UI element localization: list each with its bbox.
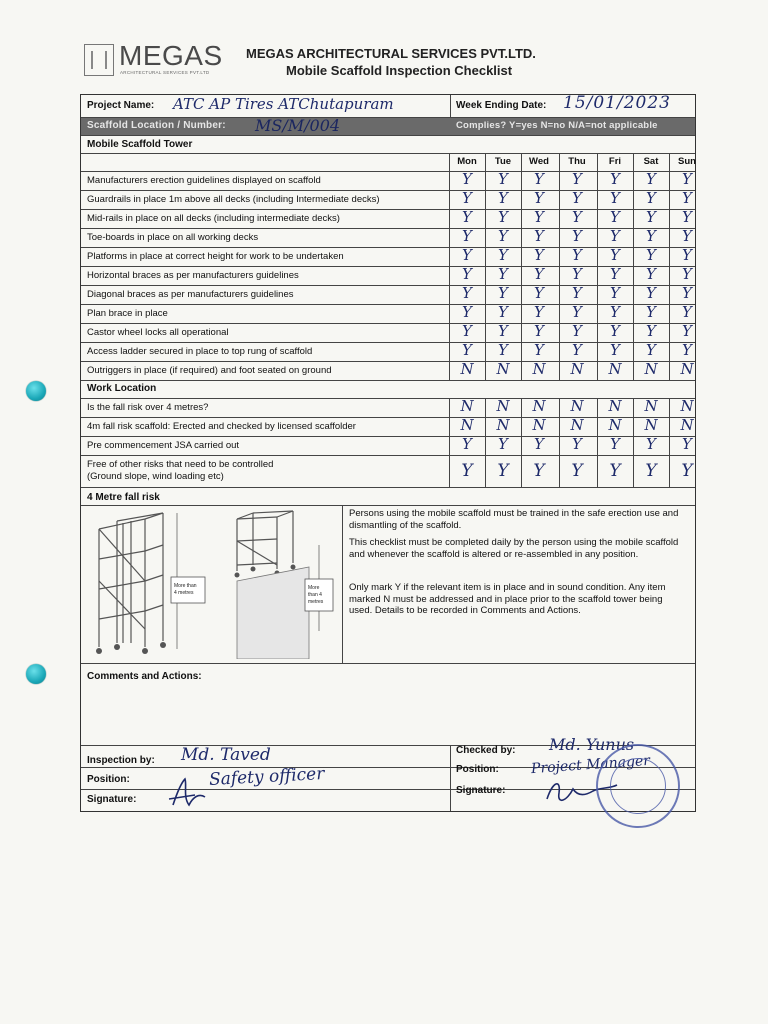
checklist-mark-wed[interactable]: Y (534, 170, 544, 188)
checklist-item-label: Free of other risks that need to be controlled (87, 459, 274, 470)
punch-hole-top (26, 381, 46, 401)
signature2-label: Signature: (456, 785, 506, 796)
checklist-mark-fri[interactable]: Y (610, 341, 620, 359)
checklist-item-label: Guardrails in place 1m above all decks (including Intermediate decks) (87, 194, 380, 205)
checklist-mark-fri[interactable]: Y (610, 189, 620, 207)
checklist-mark-sat[interactable]: Y (646, 284, 656, 302)
checklist-mark-sat[interactable]: Y (645, 460, 657, 481)
checklist-mark-sun[interactable]: Y (682, 435, 692, 453)
short-scaffold-drawing (237, 511, 293, 571)
checklist-mark-sat[interactable]: N (644, 360, 658, 378)
checklist-mark-mon[interactable]: N (460, 397, 474, 415)
day-header-wed: Wed (529, 156, 549, 167)
checklist-mark-sun[interactable]: Y (682, 303, 692, 321)
checklist-mark-sun[interactable]: Y (682, 170, 692, 188)
checklist-mark-wed[interactable]: Y (534, 322, 544, 340)
checklist-mark-sat[interactable]: Y (646, 341, 656, 359)
checklist-mark-mon[interactable]: Y (462, 435, 472, 453)
position-value[interactable]: Safety officer (208, 763, 325, 791)
comments-label: Comments and Actions: (87, 671, 202, 682)
checklist-item-label: Diagonal braces as per manufacturers guidelines (87, 289, 294, 300)
inspector-signature (165, 775, 225, 811)
checklist-mark-fri[interactable]: Y (610, 227, 620, 245)
checklist-mark-fri[interactable]: N (608, 360, 622, 378)
punch-hole-bottom (26, 664, 46, 684)
checklist-mark-thu[interactable]: N (570, 360, 584, 378)
checklist-mark-sun[interactable]: Y (682, 208, 692, 226)
checklist-mark-wed[interactable]: Y (533, 460, 545, 481)
checklist-mark-tue[interactable]: Y (498, 170, 508, 188)
checklist-mark-fri[interactable]: Y (610, 208, 620, 226)
checklist-mark-fri[interactable]: Y (609, 460, 621, 481)
checklist-mark-sat[interactable]: Y (646, 246, 656, 264)
checklist-mark-tue[interactable]: Y (498, 322, 508, 340)
checklist-mark-mon[interactable]: N (460, 416, 474, 434)
checklist-mark-sun[interactable]: Y (682, 322, 692, 340)
checklist-mark-thu[interactable]: N (570, 397, 584, 415)
checklist-mark-sun[interactable]: Y (682, 341, 692, 359)
day-header-fri: Fri (608, 156, 622, 167)
checklist-mark-thu[interactable]: Y (572, 189, 582, 207)
checklist-mark-thu[interactable]: Y (572, 265, 582, 283)
checked-by-value[interactable]: Md. Yunus (549, 735, 635, 754)
scaffold-illustration (87, 509, 337, 659)
checklist-mark-wed[interactable]: N (532, 416, 546, 434)
note-daily-completion: This checklist must be completed daily by the person using the mobile scaffold and whenever the scaffold is altered or re-assembled in any position. (349, 537, 679, 560)
day-header-mon: Mon (457, 156, 477, 167)
checklist-mark-thu[interactable]: Y (572, 284, 582, 302)
checklist-mark-fri[interactable]: Y (610, 284, 620, 302)
inspection-by-value[interactable]: Md. Taved (181, 745, 271, 765)
checklist-mark-mon[interactable]: Y (462, 227, 472, 245)
checklist-item-label: 4m fall risk scaffold: Erected and checked by licensed scaffolder (87, 421, 356, 432)
checklist-mark-thu[interactable]: Y (571, 460, 583, 481)
checklist-mark-wed[interactable]: Y (534, 208, 544, 226)
note-marking-rules: Only mark Y if the relevant item is in place and in sound condition. Any item marked N must be addressed and in place prior to the scaffold tower being used. Details to be recorded in Comments and Actions. (349, 582, 666, 616)
checklist-mark-fri[interactable]: Y (610, 322, 620, 340)
checked-by-label: Checked by: (456, 745, 516, 756)
checklist-mark-tue[interactable]: Y (498, 265, 508, 283)
complies-legend: Complies? Y=yes N=no N/A=not applicable (456, 120, 658, 131)
scaffold-location-value[interactable]: MS/M/004 (255, 116, 341, 135)
project-name-label: Project Name: (87, 100, 155, 111)
scaffold-location-label: Scaffold Location / Number: (87, 120, 226, 131)
week-ending-label: Week Ending Date: (456, 100, 547, 111)
company-name: MEGAS ARCHITECTURAL SERVICES PVT.LTD. (246, 46, 536, 61)
checklist-mark-sat[interactable]: Y (646, 208, 656, 226)
project-name-value[interactable]: ATC AP Tires ATChutapuram (173, 95, 394, 113)
checklist-mark-thu[interactable]: Y (572, 341, 582, 359)
checklist-mark-wed[interactable]: Y (534, 189, 544, 207)
checklist-mark-thu[interactable]: Y (572, 322, 582, 340)
checklist-mark-mon[interactable]: Y (462, 322, 472, 340)
note-training: Persons using the mobile scaffold must be trained in the safe erection use and dismantling of the scaffold. (349, 508, 679, 531)
checklist-item-label: Manufacturers erection guidelines displayed on scaffold (87, 175, 321, 186)
checklist-mark-sat[interactable]: Y (646, 227, 656, 245)
checklist-mark-sat[interactable]: Y (646, 303, 656, 321)
logo-text: MEGAS (119, 40, 223, 71)
day-header-tue: Tue (494, 156, 512, 167)
checklist-mark-fri[interactable]: N (608, 397, 622, 415)
checklist-item-sublabel: (Ground slope, wind loading etc) (87, 471, 224, 482)
checklist-mark-sat[interactable]: N (644, 397, 658, 415)
checklist-mark-fri[interactable]: Y (610, 246, 620, 264)
checklist-mark-thu[interactable]: Y (572, 246, 582, 264)
checklist-mark-sat[interactable]: Y (646, 322, 656, 340)
inspection-by-label: Inspection by: (87, 755, 155, 766)
checklist-mark-wed[interactable]: Y (534, 265, 544, 283)
logo-mark (84, 44, 114, 76)
checklist-mark-sun[interactable]: N (680, 360, 694, 378)
checklist-mark-thu[interactable]: Y (572, 208, 582, 226)
checklist-mark-sun[interactable]: Y (682, 189, 692, 207)
section-mobile-scaffold-tower: Mobile Scaffold Tower (87, 139, 193, 150)
checklist-mark-tue[interactable]: N (496, 416, 510, 434)
checklist-mark-fri[interactable]: Y (610, 435, 620, 453)
checklist-mark-sun[interactable]: Y (682, 246, 692, 264)
checklist-mark-sun[interactable]: N (680, 397, 694, 415)
day-header-thu: Thu (568, 156, 586, 167)
checklist-mark-mon[interactable]: Y (462, 341, 472, 359)
checklist-item-label: Is the fall risk over 4 metres? (87, 402, 209, 413)
checklist-mark-tue[interactable]: Y (497, 460, 509, 481)
checklist-mark-fri[interactable]: Y (610, 303, 620, 321)
checklist-mark-tue[interactable]: Y (498, 189, 508, 207)
logo-subtext: ARCHITECTURAL SERVICES PVT.LTD (120, 70, 210, 75)
checklist-mark-sun[interactable]: Y (682, 227, 692, 245)
checklist-mark-tue[interactable]: Y (498, 227, 508, 245)
checklist-mark-mon[interactable]: Y (462, 189, 472, 207)
checklist-mark-sat[interactable]: Y (646, 170, 656, 188)
checklist-mark-mon[interactable]: Y (462, 246, 472, 264)
position-label: Position: (87, 774, 130, 785)
checklist-mark-tue[interactable]: N (496, 360, 510, 378)
checklist-mark-wed[interactable]: Y (534, 284, 544, 302)
section-fall-risk: 4 Metre fall risk (87, 492, 160, 503)
checklist-mark-thu[interactable]: Y (572, 303, 582, 321)
checklist-mark-mon[interactable]: N (460, 360, 474, 378)
form-title: Mobile Scaffold Inspection Checklist (286, 63, 513, 78)
checklist-mark-fri[interactable]: Y (610, 265, 620, 283)
checklist-mark-tue[interactable]: Y (498, 208, 508, 226)
checklist-item-label: Plan brace in place (87, 308, 168, 319)
week-ending-value[interactable]: 15/01/2023 (563, 93, 671, 113)
position2-label: Position: (456, 764, 499, 775)
right-height-note-1: More (308, 585, 320, 591)
comments-area[interactable] (87, 687, 687, 737)
left-height-note-2: 4 metres (174, 590, 194, 596)
checklist-mark-tue[interactable]: N (496, 397, 510, 415)
checklist-mark-sun[interactable]: N (680, 416, 694, 434)
checklist-mark-tue[interactable]: Y (498, 246, 508, 264)
checklist-mark-thu[interactable]: Y (572, 227, 582, 245)
checklist-mark-fri[interactable]: N (608, 416, 622, 434)
signature-label: Signature: (87, 794, 137, 805)
checklist-mark-tue[interactable]: Y (498, 435, 508, 453)
checklist-mark-sun[interactable]: Y (682, 265, 692, 283)
checklist-mark-mon[interactable]: Y (462, 303, 472, 321)
checklist-mark-mon[interactable]: Y (461, 460, 473, 481)
checklist-mark-tue[interactable]: Y (498, 284, 508, 302)
checklist-mark-sat[interactable]: Y (646, 189, 656, 207)
right-height-note-2: than 4 (308, 592, 322, 598)
checklist-item-label: Outriggers in place (if required) and foot seated on ground (87, 365, 332, 376)
checklist-mark-wed[interactable]: Y (534, 227, 544, 245)
checklist-mark-mon[interactable]: Y (462, 170, 472, 188)
day-header-sun: Sun (678, 156, 696, 167)
checklist-mark-tue[interactable]: Y (498, 341, 508, 359)
day-header-sat: Sat (643, 156, 659, 167)
checklist-item-label: Castor wheel locks all operational (87, 327, 229, 338)
checklist-mark-fri[interactable]: Y (610, 170, 620, 188)
checklist-mark-sun[interactable]: Y (682, 284, 692, 302)
left-height-note-1: More than (174, 583, 197, 589)
checklist-mark-sat[interactable]: Y (646, 435, 656, 453)
checklist-mark-wed[interactable]: Y (534, 246, 544, 264)
checklist-mark-thu[interactable]: N (570, 416, 584, 434)
checklist-item-label: Access ladder secured in place to top rung of scaffold (87, 346, 313, 357)
tall-scaffold-drawing (99, 513, 163, 647)
company-logo (84, 40, 223, 78)
checklist-mark-mon[interactable]: Y (462, 208, 472, 226)
checklist-mark-sun[interactable]: Y (681, 460, 693, 481)
checklist-item-label: Pre commencement JSA carried out (87, 440, 240, 451)
checklist-mark-wed[interactable]: Y (534, 303, 544, 321)
checklist-item-label: Mid-rails in place on all decks (including intermediate decks) (87, 213, 340, 224)
checklist-mark-wed[interactable]: Y (534, 435, 544, 453)
checklist-mark-tue[interactable]: Y (498, 303, 508, 321)
section-work-location: Work Location (87, 383, 157, 394)
checklist-mark-thu[interactable]: Y (572, 170, 582, 188)
checklist-mark-sat[interactable]: N (644, 416, 658, 434)
checklist-mark-mon[interactable]: Y (462, 265, 472, 283)
position2-value[interactable]: Project Manager (530, 752, 651, 778)
checklist-mark-mon[interactable]: Y (462, 284, 472, 302)
checklist-form (80, 94, 696, 812)
checklist-mark-sat[interactable]: Y (646, 265, 656, 283)
checklist-mark-wed[interactable]: Y (534, 341, 544, 359)
checklist-item-label: Toe-boards in place on all working decks (87, 232, 259, 243)
company-seal-stamp (596, 744, 680, 828)
checklist-item-label: Horizontal braces as per manufacturers guidelines (87, 270, 299, 281)
checklist-item-label: Platforms in place at correct height for work to be undertaken (87, 251, 344, 262)
checklist-mark-thu[interactable]: Y (572, 435, 582, 453)
checklist-mark-wed[interactable]: N (532, 360, 546, 378)
right-height-note-3: metres (308, 599, 324, 605)
checklist-mark-wed[interactable]: N (532, 397, 546, 415)
